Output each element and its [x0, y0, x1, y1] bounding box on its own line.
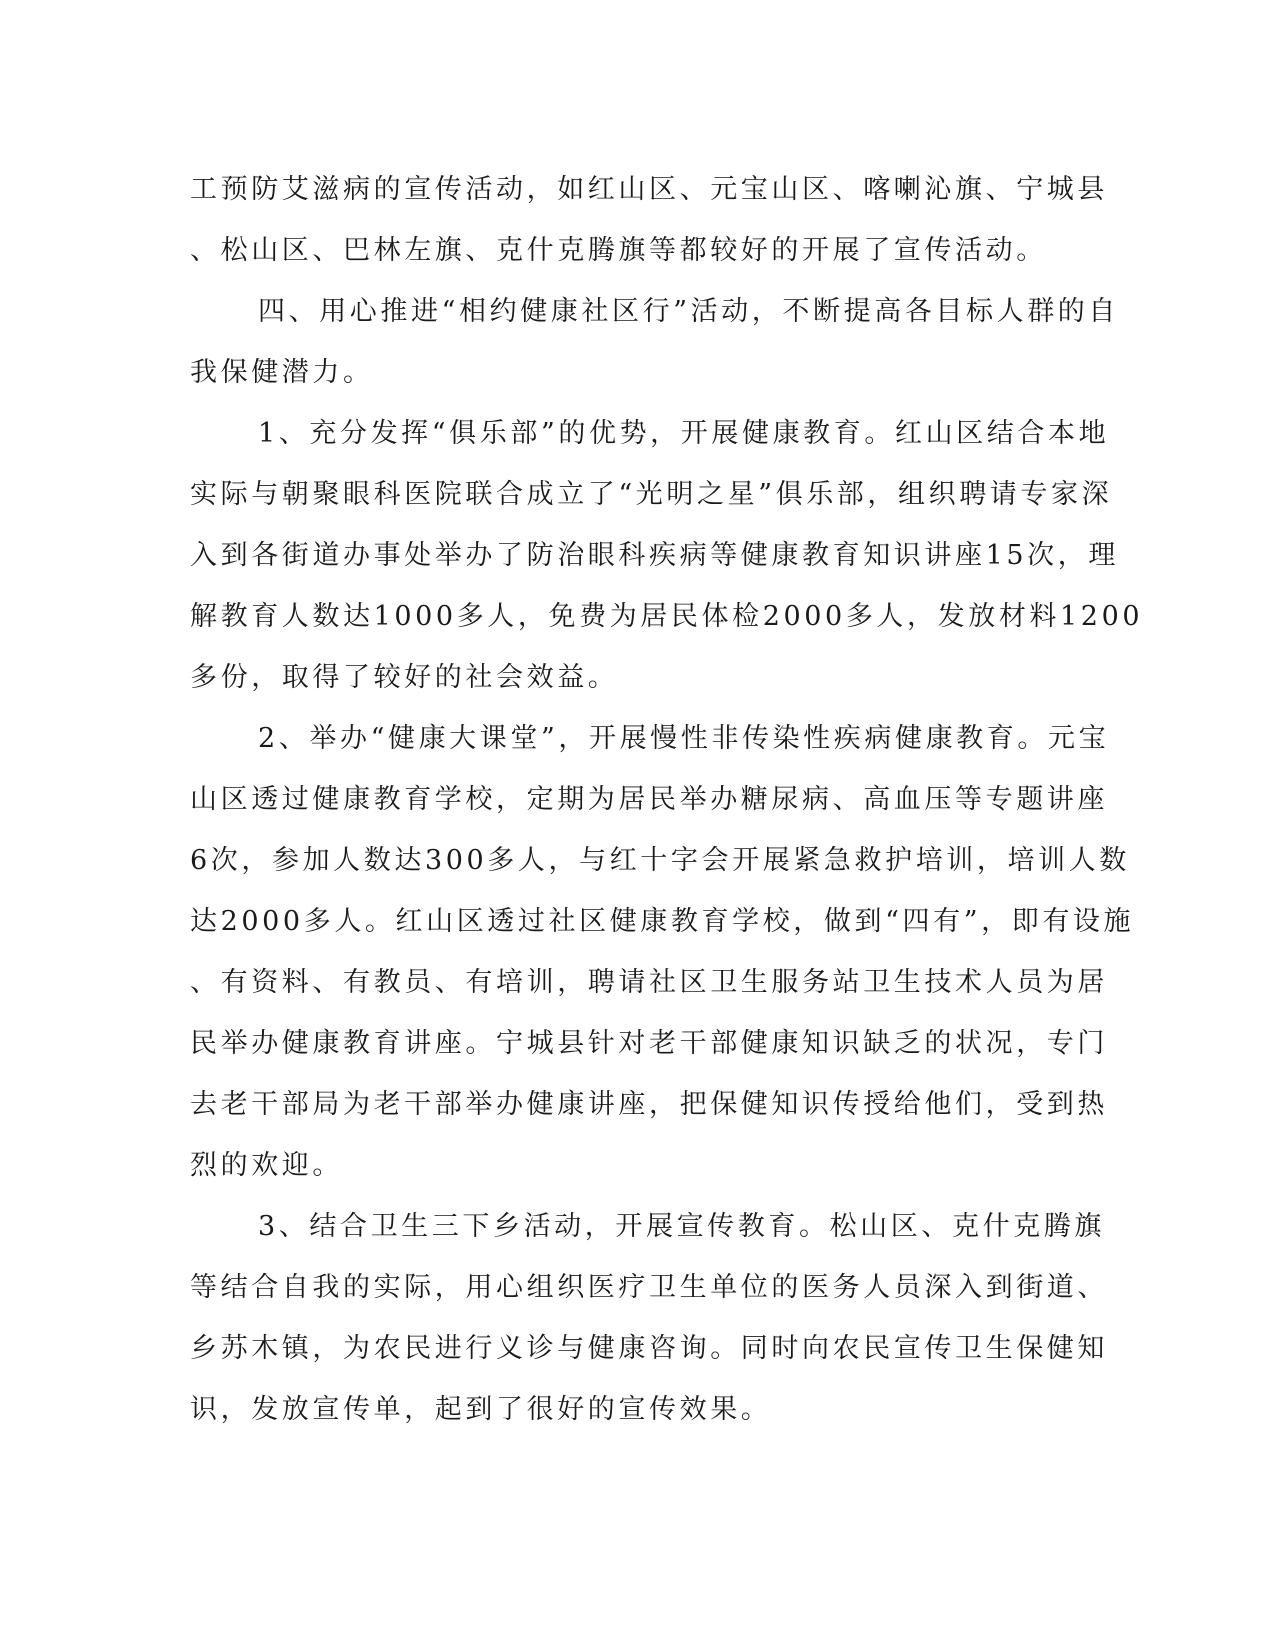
text-line: 、松山区、巴林左旗、克什克腾旗等都较好的开展了宣传活动。 [190, 235, 1047, 266]
text-line: 工预防艾滋病的宣传活动，如红山区、元宝山区、喀喇沁旗、宁城县 [190, 174, 1108, 205]
text-line: 1、充分发挥“俱乐部”的优势，开展健康教育。红山区结合本地 [258, 418, 1110, 449]
text-line: 四、用心推进“相约健康社区行”活动，不断提高各目标人群的自 [258, 296, 1120, 327]
text-line: 民举办健康教育讲座。宁城县针对老干部健康知识缺乏的状况，专门 [190, 1028, 1108, 1059]
text-line: 识，发放宣传单，起到了很好的宣传效果。 [190, 1394, 772, 1425]
text-line: 入到各街道办事处举办了防治眼科疾病等健康教育知识讲座15次，理 [190, 540, 1119, 571]
text-line: 3、结合卫生三下乡活动，开展宣传教育。松山区、克什克腾旗 [258, 1211, 1105, 1242]
text-line: 等结合自我的实际，用心组织医疗卫生单位的医务人员深入到街道、 [190, 1272, 1108, 1303]
text-line: 我保健潜力。 [190, 357, 374, 388]
text-line: 实际与朝聚眼科医院联合成立了“光明之星”俱乐部，组织聘请专家深 [190, 479, 1113, 510]
text-line: 乡苏木镇，为农民进行义诊与健康咨询。同时向农民宣传卫生保健知 [190, 1333, 1108, 1364]
text-line: 解教育人数达1000多人，免费为居民体检2000多人，发放材料1200 [190, 601, 1144, 632]
text-line: 多份，取得了较好的社会效益。 [190, 662, 619, 693]
text-line: 达2000多人。红山区透过社区健康教育学校，做到“四有”，即有设施 [190, 906, 1135, 937]
text-line: 6次，参加人数达300多人，与红十字会开展紧急救护培训，培训人数 [190, 845, 1130, 876]
text-line: 去老干部局为老干部举办健康讲座，把保健知识传授给他们，受到热 [190, 1089, 1108, 1120]
text-line: 2、举办“健康大课堂”，开展慢性非传染性疾病健康教育。元宝 [258, 723, 1110, 754]
body-text [190, 159, 1144, 1440]
text-line: 山区透过健康教育学校，定期为居民举办糖尿病、高血压等专题讲座 [190, 784, 1108, 815]
text-line: 、有资料、有教员、有培训，聘请社区卫生服务站卫生技术人员为居 [190, 967, 1108, 998]
text-line: 烈的欢迎。 [190, 1150, 343, 1181]
